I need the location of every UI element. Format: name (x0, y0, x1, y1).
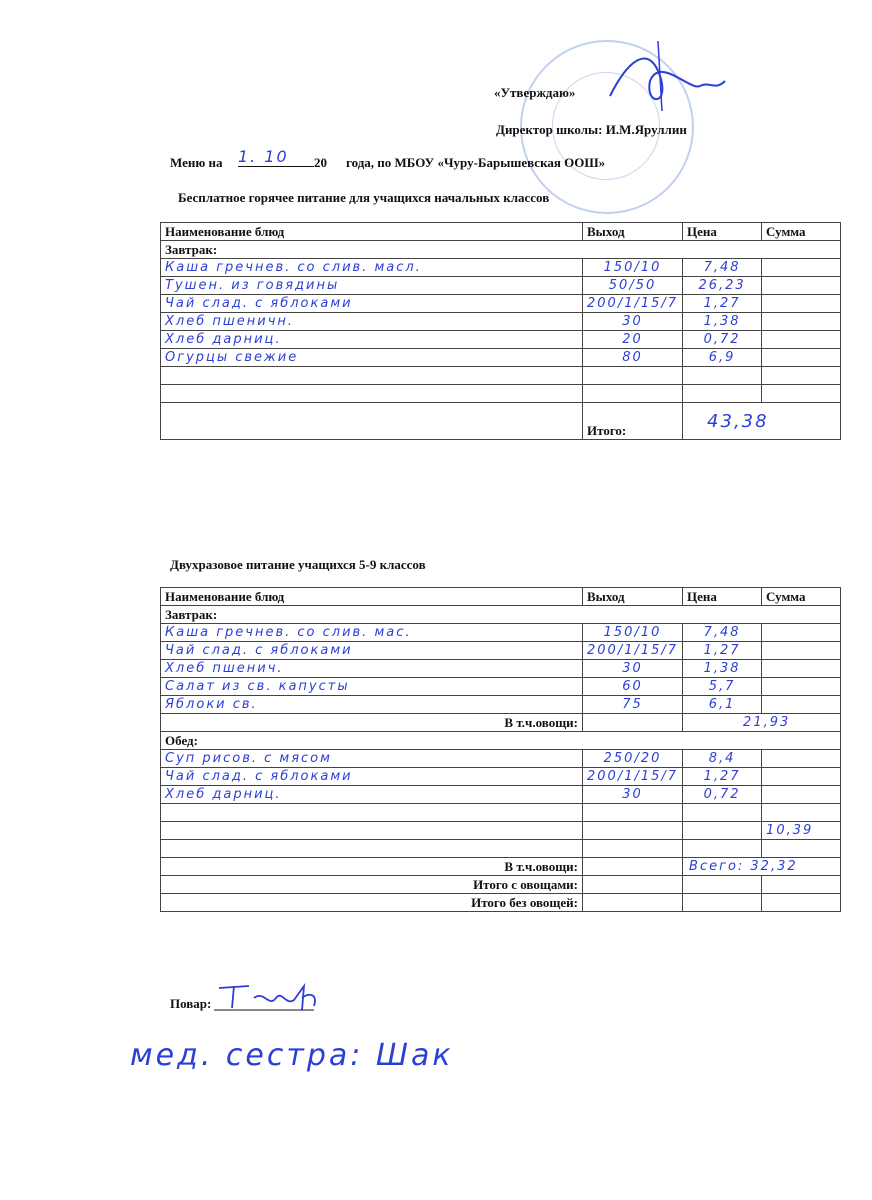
section1-title: Бесплатное горячее питание для учащихся начальных классов (178, 190, 550, 205)
dish-price: 1,38 (683, 313, 762, 331)
empty-cell (762, 367, 841, 385)
total-without-veg-label: Итого без овощей: (161, 894, 583, 912)
table-row (161, 768, 841, 786)
empty-cell (161, 822, 583, 840)
empty-cell (583, 822, 683, 840)
lunch-sum: 10,39 (762, 822, 841, 840)
dish-sum (762, 277, 841, 295)
dish-out: 75 (583, 696, 683, 714)
empty-cell (161, 840, 583, 858)
empty-cell (583, 840, 683, 858)
header-name: Наименование блюд (161, 223, 583, 241)
meal-label-row (161, 732, 841, 750)
dish-sum (762, 750, 841, 768)
empty-cell (683, 822, 762, 840)
section2-table (160, 587, 841, 912)
dish-price: 7,48 (683, 624, 762, 642)
veg-row (161, 858, 841, 876)
table-row (161, 259, 841, 277)
approval-title: «Утверждаю» (494, 85, 576, 100)
dish-price: 8,4 (683, 750, 762, 768)
meal-label-row (161, 606, 841, 624)
empty-cell (161, 367, 583, 385)
table-header-row (161, 588, 841, 606)
menu-year: 20 (314, 155, 327, 170)
dish-price: 26,23 (683, 277, 762, 295)
dish-sum (762, 678, 841, 696)
dish-out: 50/50 (583, 277, 683, 295)
dish-sum (762, 295, 841, 313)
cook-label: Повар: (170, 996, 212, 1011)
dish-name: Хлеб пшеничн. (161, 313, 583, 331)
dish-sum (762, 696, 841, 714)
dish-name: Чай слад. с яблоками (161, 642, 583, 660)
table-row (161, 385, 841, 403)
dish-sum (762, 624, 841, 642)
dish-sum (762, 660, 841, 678)
table-row (161, 331, 841, 349)
section1-table (160, 222, 841, 440)
dish-name: Огурцы свежие (161, 349, 583, 367)
dish-name: Суп рисов. с мясом (161, 750, 583, 768)
table-row (161, 822, 841, 840)
dish-sum (762, 768, 841, 786)
table-header-row (161, 223, 841, 241)
dish-out: 30 (583, 660, 683, 678)
dish-price: 0,72 (683, 786, 762, 804)
empty-cell (583, 876, 683, 894)
dish-out: 150/10 (583, 259, 683, 277)
dish-price: 6,9 (683, 349, 762, 367)
empty-cell (762, 876, 841, 894)
veg-row (161, 714, 841, 732)
dish-name: Тушен. из говядины (161, 277, 583, 295)
total-value: 43,38 (683, 403, 841, 440)
dish-name: Хлеб дарниц. (161, 331, 583, 349)
empty-cell (583, 367, 683, 385)
header-name: Наименование блюд (161, 588, 583, 606)
empty-cell (683, 840, 762, 858)
total-label: Итого: (583, 403, 683, 440)
empty-cell (762, 385, 841, 403)
dish-name: Чай слад. с яблоками (161, 295, 583, 313)
table-row (161, 624, 841, 642)
dish-sum (762, 313, 841, 331)
cook-signature (214, 980, 324, 1014)
table-row (161, 840, 841, 858)
meal-label: Завтрак: (161, 241, 841, 259)
menu-school: года, по МБОУ «Чуру-Барышевская ООШ» (346, 155, 606, 170)
menu-prefix: Меню на (170, 155, 223, 170)
dish-sum (762, 786, 841, 804)
empty-cell (161, 403, 583, 440)
dish-out: 60 (583, 678, 683, 696)
dish-out: 200/1/15/7 (583, 295, 683, 313)
table-row (161, 678, 841, 696)
meal-label: Завтрак: (161, 606, 841, 624)
table-row (161, 277, 841, 295)
director-signature (600, 36, 730, 116)
dish-out: 250/20 (583, 750, 683, 768)
total-with-veg-label: Итого с овощами: (161, 876, 583, 894)
veg-label: В т.ч.овощи: (161, 714, 583, 732)
empty-cell (583, 858, 683, 876)
empty-cell (683, 876, 762, 894)
dish-out: 80 (583, 349, 683, 367)
table-row (161, 349, 841, 367)
empty-cell (762, 804, 841, 822)
dish-name: Каша гречнев. со слив. мас. (161, 624, 583, 642)
dish-out: 30 (583, 313, 683, 331)
meal-label-row (161, 241, 841, 259)
empty-cell (683, 894, 762, 912)
table-row (161, 295, 841, 313)
table-row (161, 804, 841, 822)
empty-cell (583, 804, 683, 822)
empty-cell (161, 385, 583, 403)
dish-sum (762, 642, 841, 660)
dish-price: 6,1 (683, 696, 762, 714)
header-sum: Сумма (762, 223, 841, 241)
empty-cell (161, 804, 583, 822)
dish-name: Яблоки св. (161, 696, 583, 714)
section2-title: Двухразовое питание учащихся 5-9 классов (170, 557, 426, 572)
dish-name: Каша гречнев. со слив. масл. (161, 259, 583, 277)
total-row (161, 894, 841, 912)
empty-cell (583, 714, 683, 732)
table-row (161, 660, 841, 678)
grand-total: Всего: 32,32 (683, 858, 841, 876)
director-line: Директор школы: И.М.Яруллин (496, 122, 687, 137)
menu-date: 1. 10 (238, 147, 314, 167)
header-out: Выход (583, 223, 683, 241)
table-row (161, 313, 841, 331)
dish-out: 20 (583, 331, 683, 349)
nurse-signature: мед. сестра: Шак (130, 1038, 454, 1073)
table-row (161, 786, 841, 804)
dish-price: 7,48 (683, 259, 762, 277)
dish-out: 30 (583, 786, 683, 804)
dish-price: 0,72 (683, 331, 762, 349)
total-row (161, 403, 841, 440)
total-row (161, 876, 841, 894)
empty-cell (683, 804, 762, 822)
meal-label: Обед: (161, 732, 841, 750)
dish-sum (762, 331, 841, 349)
veg-label: В т.ч.овощи: (161, 858, 583, 876)
empty-cell (762, 840, 841, 858)
header-sum: Сумма (762, 588, 841, 606)
header-out: Выход (583, 588, 683, 606)
dish-price: 1,27 (683, 642, 762, 660)
empty-cell (683, 367, 762, 385)
dish-sum (762, 259, 841, 277)
table-row (161, 367, 841, 385)
veg-value: 21,93 (683, 714, 841, 732)
empty-cell (583, 894, 683, 912)
dish-name: Хлеб пшенич. (161, 660, 583, 678)
dish-out: 200/1/15/7 (583, 768, 683, 786)
empty-cell (683, 385, 762, 403)
dish-name: Салат из св. капусты (161, 678, 583, 696)
dish-out: 200/1/15/7 (583, 642, 683, 660)
dish-price: 1,27 (683, 768, 762, 786)
dish-price: 1,38 (683, 660, 762, 678)
dish-sum (762, 349, 841, 367)
empty-cell (762, 894, 841, 912)
table-row (161, 750, 841, 768)
table-row (161, 642, 841, 660)
empty-cell (583, 385, 683, 403)
table-row (161, 696, 841, 714)
dish-out: 150/10 (583, 624, 683, 642)
header-price: Цена (683, 588, 762, 606)
dish-price: 5,7 (683, 678, 762, 696)
dish-name: Хлеб дарниц. (161, 786, 583, 804)
dish-name: Чай слад. с яблоками (161, 768, 583, 786)
header-price: Цена (683, 223, 762, 241)
dish-price: 1,27 (683, 295, 762, 313)
